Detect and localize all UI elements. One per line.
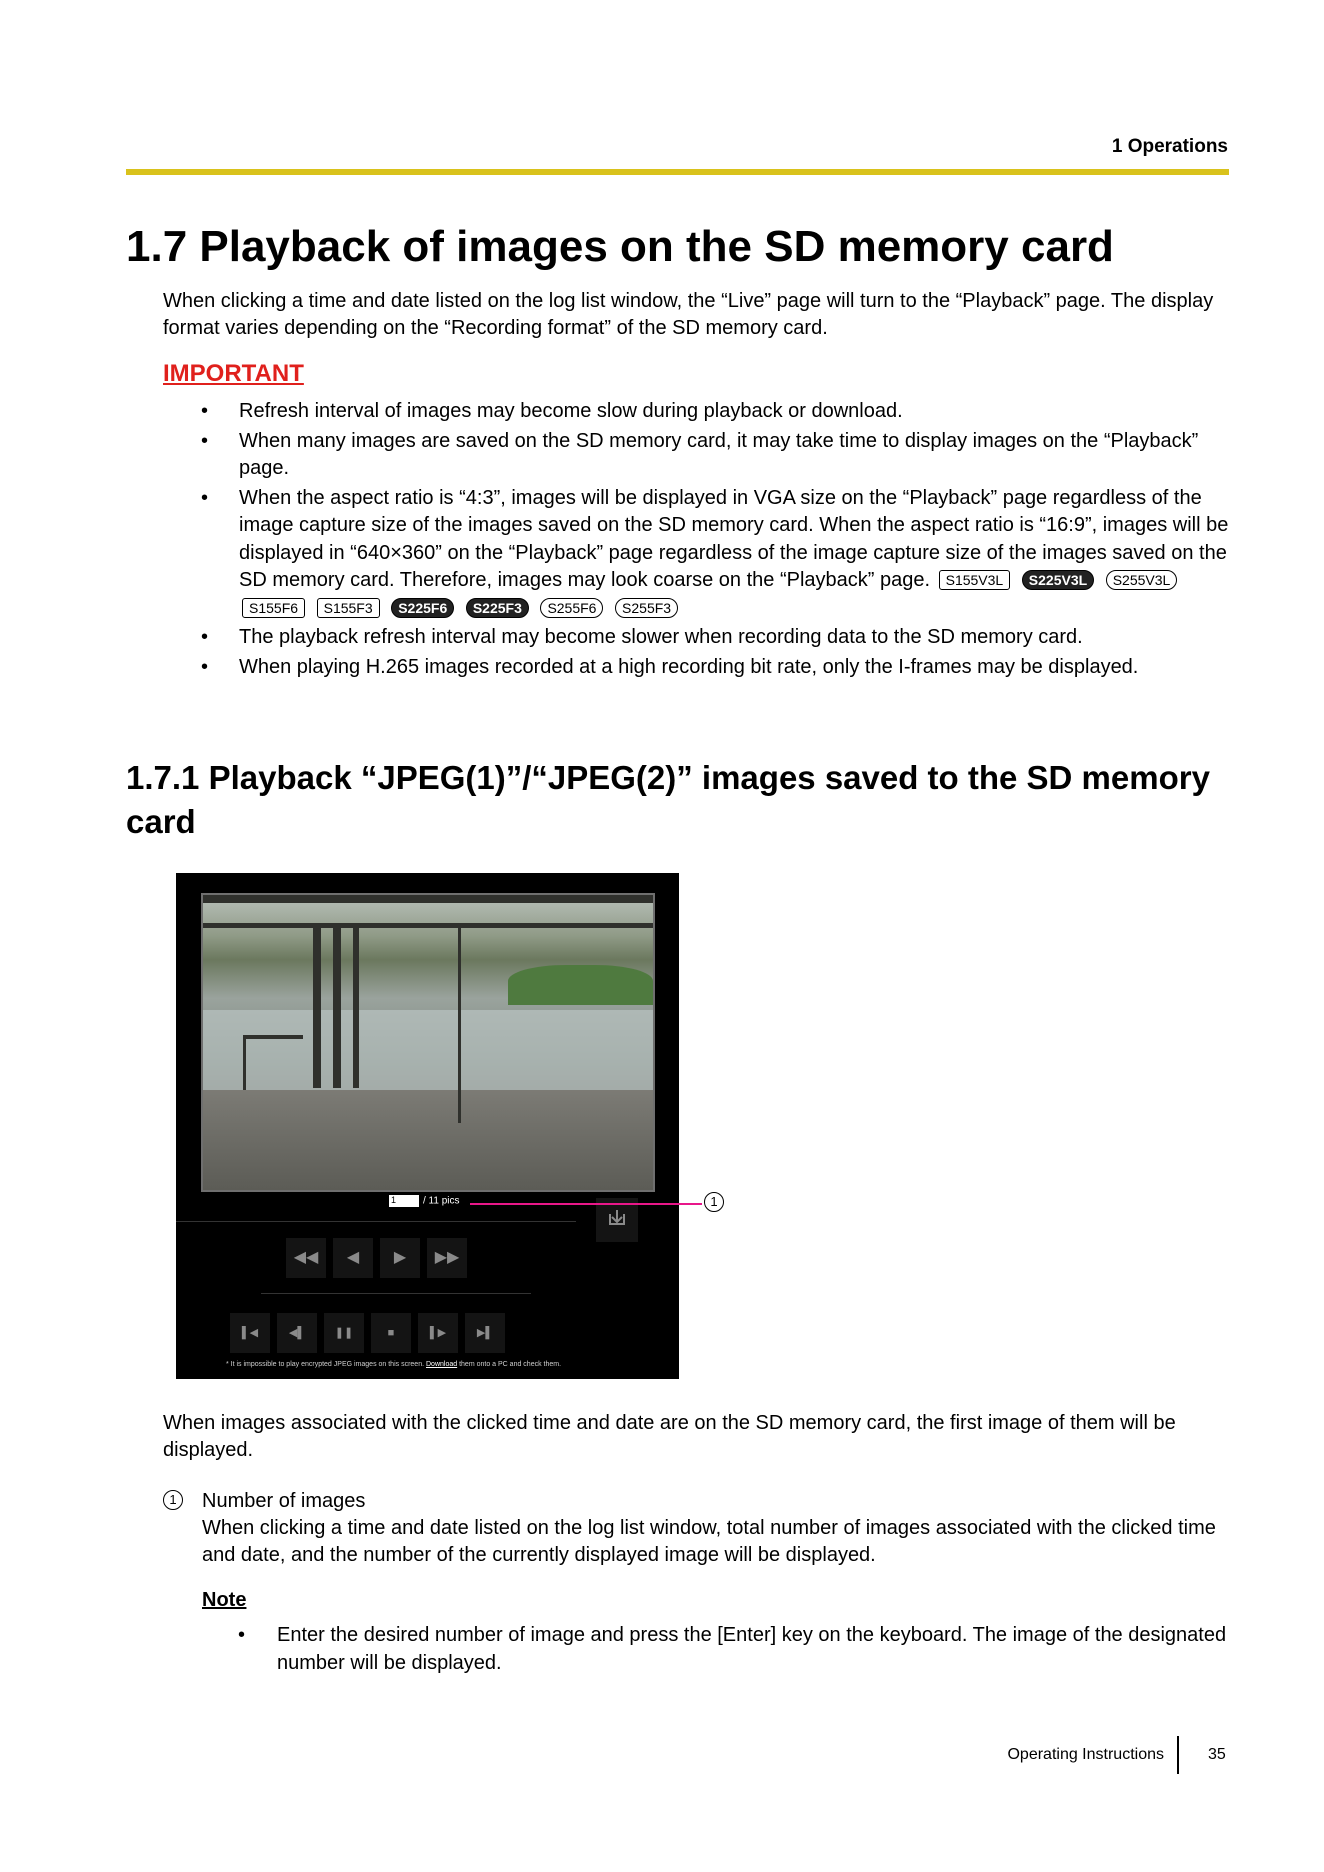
model-badge: S225F3 — [466, 598, 529, 618]
play-icon[interactable]: ▶ — [380, 1238, 420, 1278]
model-badge: S255V3L — [1106, 570, 1178, 590]
item-title: Number of images — [202, 1490, 366, 1512]
previous-frame-icon[interactable]: ◀▌ — [277, 1313, 317, 1353]
next-frame-icon[interactable]: ▌▶ — [418, 1313, 458, 1353]
model-badge: S225F6 — [391, 598, 454, 618]
footer-label: Operating Instructions — [1007, 1746, 1164, 1763]
callout-number: 1 — [704, 1192, 724, 1212]
model-badge: S155V3L — [939, 570, 1011, 590]
fast-forward-icon[interactable]: ▶▶ — [427, 1238, 467, 1278]
list-item: • When the aspect ratio is “4:3”, images will be displayed in VGA size on the “Playback” page regardless of the image capture size of the images saved on the SD memory card. When the aspect ratio is “16:9”, images will be displayed in “640×360” on the “Playback” page regardless of the image capture size of the images saved on the SD memory card. Therefore, images may look coarse on the “Playback” page. S155V3L S225V3L S255V3L S155F6 S155F3 S225F6 S225F3 S255F6 S255F3 — [201, 486, 1229, 616]
section-title: 1.7 Playback of images on the SD memory card — [126, 222, 1114, 271]
page-number: 35 — [1208, 1746, 1226, 1763]
list-item: • Refresh interval of images may become slow during playback or download. — [201, 400, 903, 422]
fast-rewind-icon[interactable]: ◀◀ — [286, 1238, 326, 1278]
item-description: When clicking a time and date listed on the log list window, total number of images associated with the clicked time and date, and the number of the currently displayed image will be displayed. — [202, 1517, 1216, 1566]
item-number: 1 — [163, 1490, 183, 1510]
list-item: • When many images are saved on the SD memory card, it may take time to display images on the “Playback” page. — [201, 429, 1199, 479]
model-badge: S155F6 — [242, 598, 305, 618]
callout-line — [470, 1203, 702, 1205]
model-badge: S155F3 — [317, 598, 380, 618]
subsection-title: 1.7.1 Playback “JPEG(1)”/“JPEG(2)” images saved to the SD memory card — [126, 759, 1210, 840]
intro-paragraph: When clicking a time and date listed on the log list window, the “Live” page will turn to the “Playback” page. The display format varies depending on the “Recording format” of the SD memory card. — [163, 290, 1214, 339]
model-badge: S225V3L — [1022, 570, 1094, 590]
encryption-footnote: * It is impossible to play encrypted JPEG images on this screen. Download them onto a PC and check them. — [226, 1361, 562, 1368]
download-link[interactable]: Download — [426, 1361, 458, 1368]
header-section-label: 1 Operations — [1111, 136, 1228, 157]
model-badge: S255F6 — [540, 598, 603, 618]
note-heading: Note — [202, 1589, 247, 1611]
image-number-input[interactable]: 1 — [389, 1195, 419, 1207]
last-image-icon[interactable]: ▶▌ — [465, 1313, 505, 1353]
image-total-label: / 11 pics — [423, 1195, 460, 1207]
image-counter — [389, 1195, 460, 1207]
footer-divider — [1177, 1736, 1179, 1774]
header-rule — [126, 169, 1229, 175]
list-item: • The playback refresh interval may become slower when recording data to the SD memory card. — [201, 626, 1083, 648]
stop-icon[interactable]: ■ — [371, 1313, 411, 1353]
camera-image — [201, 893, 655, 1192]
important-list — [163, 398, 1233, 683]
list-item: • Enter the desired number of image and press the [Enter] key on the keyboard. The image of the designated number will be displayed. — [238, 1624, 1227, 1674]
rewind-icon[interactable]: ◀ — [333, 1238, 373, 1278]
pause-icon[interactable]: ❚❚ — [324, 1313, 364, 1353]
note-list — [202, 1622, 1232, 1679]
model-badge: S255F3 — [615, 598, 678, 618]
playback-screenshot — [176, 873, 679, 1379]
list-item: • When playing H.265 images recorded at a high recording bit rate, only the I-frames may be displayed. — [201, 655, 1139, 678]
important-heading: IMPORTANT — [163, 360, 304, 387]
first-image-icon[interactable]: ▌◀ — [230, 1313, 270, 1353]
after-screenshot-paragraph: When images associated with the clicked time and date are on the SD memory card, the first image of them will be displayed. — [163, 1412, 1176, 1461]
